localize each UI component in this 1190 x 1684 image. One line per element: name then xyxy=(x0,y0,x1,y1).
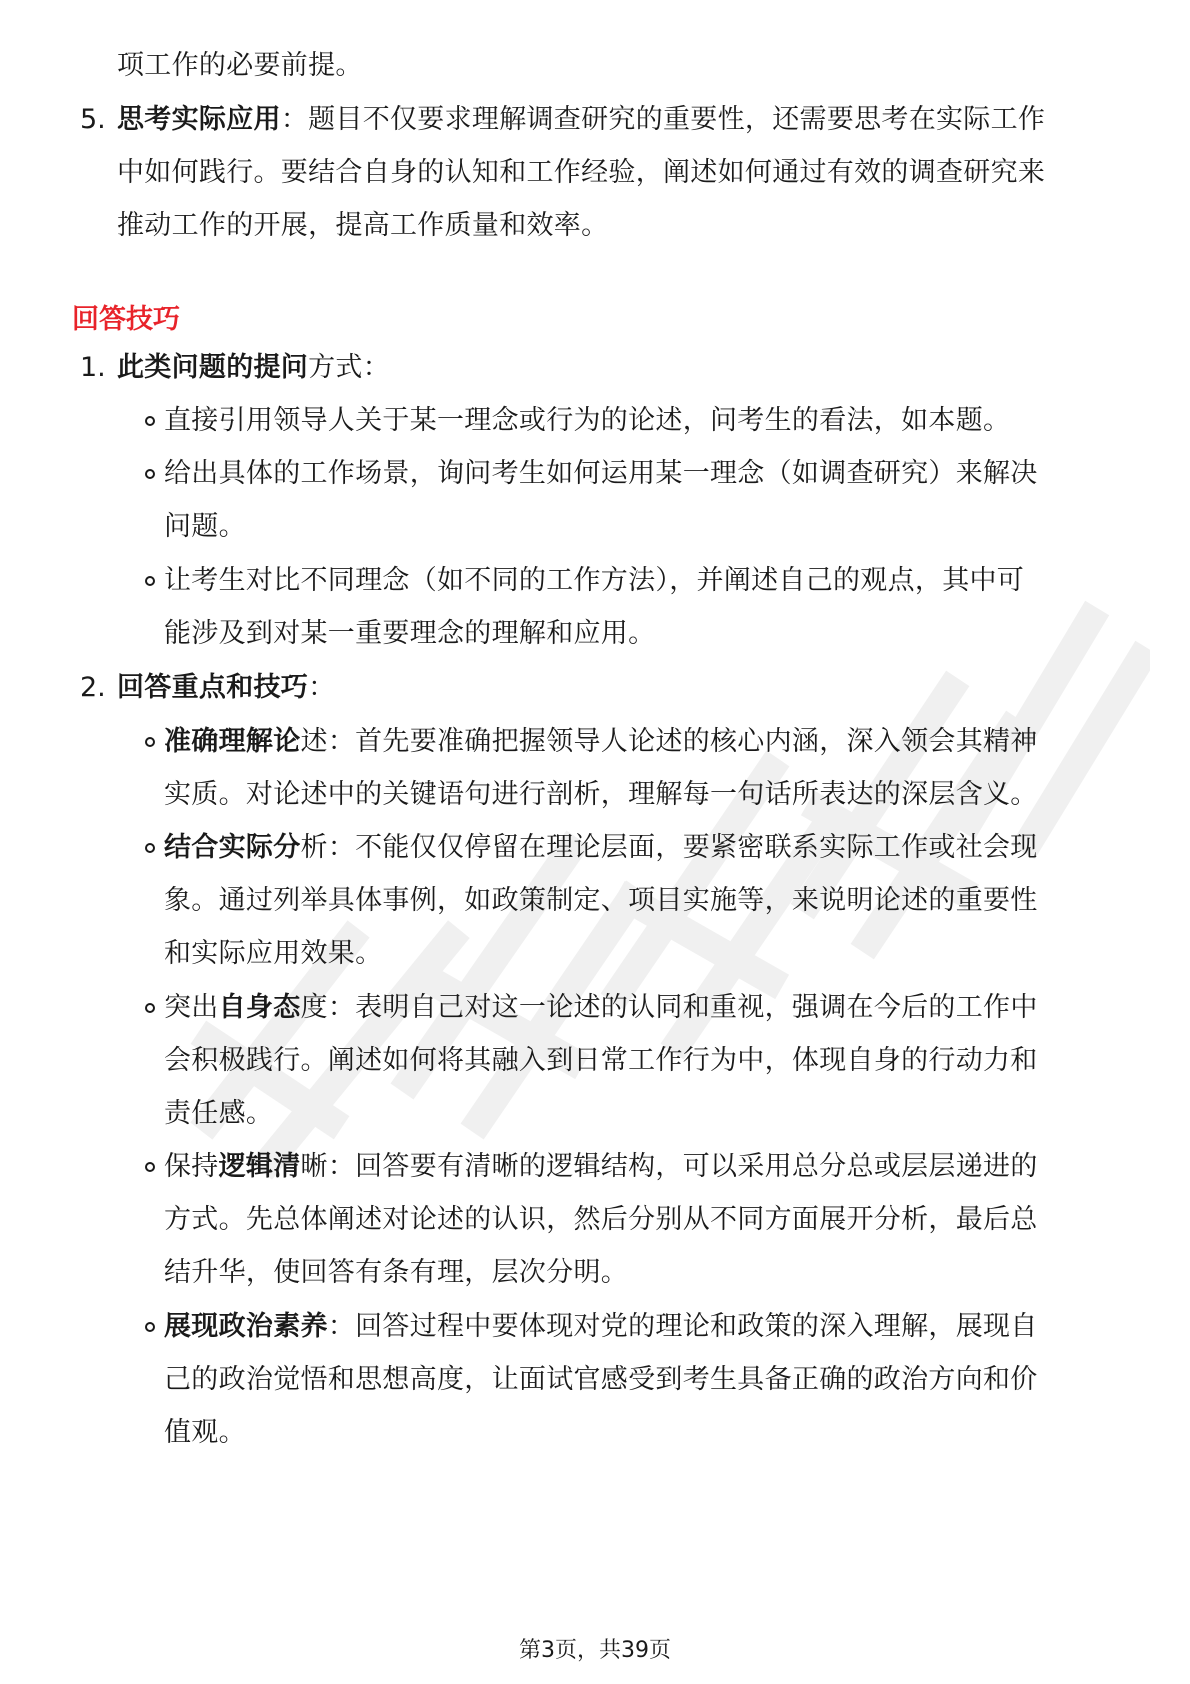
point-1-bullet-3-line-2: 能涉及到对某一重要理念的理解和应用。 xyxy=(164,618,656,649)
bullet-marker xyxy=(145,416,155,426)
bullet-1-text: ：首先要准确把握领导人论述的核心内涵，深入领会其精神 xyxy=(327,726,1038,757)
bullet-marker xyxy=(145,1162,155,1172)
point-2-number: 2. xyxy=(80,672,106,703)
point-2-bullet-3-line-2: 会积极践行。阐述如何将其融入到日常工作行为中，体现自身的行动力和 xyxy=(164,1045,1038,1076)
bullet-marker xyxy=(145,469,155,479)
bullet-4-lead-pre: 保持 xyxy=(164,1151,219,1182)
point-2-title: 回答重点和技巧 xyxy=(117,672,309,703)
item-5-title-a: 思考 xyxy=(117,104,172,135)
item-5-line-1 xyxy=(117,102,1045,138)
bullet-marker xyxy=(145,576,155,586)
bullet-4-text: ：回答要有清晰的逻辑结构，可以采用总分总或层层递进的 xyxy=(327,1151,1038,1182)
point-1-bullet-3-line-1: 让考生对比不同理念（如不同的工作方法），并阐述自己的观点，其中可 xyxy=(164,565,1025,596)
point-1-bullet-2-line-2: 问题。 xyxy=(164,511,246,542)
section-title: 回答技巧 xyxy=(72,304,180,335)
point-2-bullet-3-line-3: 责任感。 xyxy=(164,1098,274,1129)
point-2-bullet-4-line-1 xyxy=(164,1149,1038,1185)
item-4-continuation: 项工作的必要前提。 xyxy=(117,50,363,81)
bullet-5-lead: 展现政治素养 xyxy=(164,1311,328,1342)
point-1-title-rest: 方式： xyxy=(308,352,391,383)
point-2-title-rest: ： xyxy=(308,672,336,703)
bullet-2-lead: 结合实际分 xyxy=(164,832,301,863)
point-2-bullet-3-line-1 xyxy=(164,990,1038,1026)
point-2-bullet-2-line-2: 象。通过列举具体事例，如政策制定、项目实施等，来说明论述的重要性 xyxy=(164,885,1038,916)
point-1-title: 此类问题的提问 xyxy=(117,352,309,383)
point-1-number: 1. xyxy=(80,352,106,383)
item-5-line-2: 中如何践行。要结合自身的认知和工作经验，阐述如何通过有效的调查研究来 xyxy=(117,157,1046,188)
bullet-1-lead: 准确理解论 xyxy=(164,726,301,757)
bullet-5-text: ：回答过程中要体现对党的理论和政策的深入理解，展现自 xyxy=(327,1311,1038,1342)
bullet-2-text: ：不能仅仅停留在理论层面，要紧密联系实际工作或社会现 xyxy=(327,832,1038,863)
point-1-heading xyxy=(117,350,390,386)
item-5-title-b: 实际应用 xyxy=(171,104,281,135)
bullet-3-text: ：表明自己对这一论述的认同和重视，强调在今后的工作中 xyxy=(327,992,1038,1023)
item-5-line-3: 推动工作的开展，提高工作质量和效率。 xyxy=(117,210,609,241)
bullet-3-lead-tail: 度 xyxy=(300,992,328,1023)
bullet-marker xyxy=(145,843,155,853)
bullet-marker xyxy=(145,1322,155,1332)
bullet-1-lead-tail: 述 xyxy=(300,726,328,757)
point-2-bullet-1-line-1 xyxy=(164,724,1038,760)
point-2-bullet-1-line-2: 实质。对论述中的关键语句进行剖析，理解每一句话所表达的深层含义。 xyxy=(164,779,1038,810)
point-1-bullet-1-line-1: 直接引用领导人关于某一理念或行为的论述，问考生的看法，如本题。 xyxy=(164,405,1011,436)
point-2-bullet-5-line-3: 值观。 xyxy=(164,1417,246,1448)
bullet-3-lead: 自身态 xyxy=(218,992,301,1023)
bullet-4-lead-tail: 晰 xyxy=(300,1151,328,1182)
page-number: 第3页，共39页 xyxy=(519,1638,671,1663)
bullet-4-lead: 逻辑清 xyxy=(218,1151,301,1182)
point-2-bullet-5-line-2: 己的政治觉悟和思想高度，让面试官感受到考生具备正确的政治方向和价 xyxy=(164,1364,1038,1395)
item-5-line-1-text: ：题目不仅要求理解调查研究的重要性，还需要思考在实际工作 xyxy=(280,104,1046,135)
bullet-2-lead-tail: 析 xyxy=(300,832,328,863)
point-2-bullet-4-line-2: 方式。先总体阐述对论述的认识，然后分别从不同方面展开分析，最后总 xyxy=(164,1204,1038,1235)
point-2-bullet-4-line-3: 结升华，使回答有条有理，层次分明。 xyxy=(164,1257,629,1288)
point-1-bullet-2-line-1: 给出具体的工作场景，询问考生如何运用某一理念（如调查研究）来解决 xyxy=(164,458,1038,489)
bullet-marker xyxy=(145,737,155,747)
item-5-number: 5. xyxy=(80,104,106,135)
bullet-marker xyxy=(145,1003,155,1013)
point-2-bullet-2-line-1 xyxy=(164,830,1038,866)
point-2-bullet-2-line-3: 和实际应用效果。 xyxy=(164,938,383,969)
point-2-heading xyxy=(117,670,335,706)
point-2-bullet-5-line-1 xyxy=(164,1309,1038,1345)
bullet-3-lead-pre: 突出 xyxy=(164,992,219,1023)
